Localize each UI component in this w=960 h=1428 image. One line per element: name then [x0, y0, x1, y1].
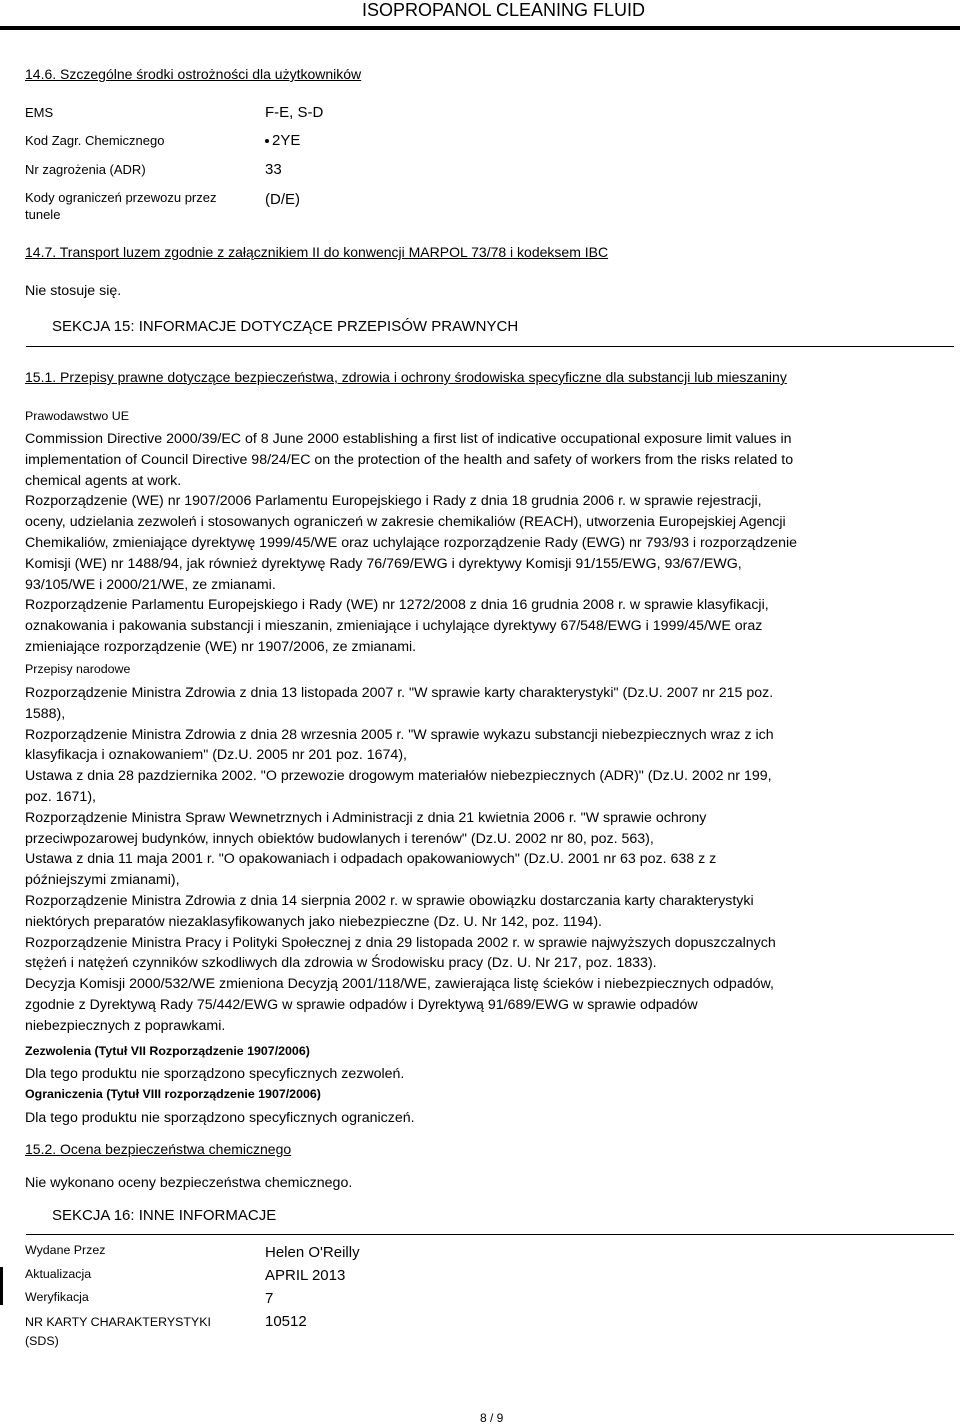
text-line: implementation of Council Directive 98/24/EC on the protection of the health and safety of workers from the risks related to — [25, 451, 794, 468]
authorisations-label: Zezwolenia (Tytuł VII Rozporządzenie 1907/2006) — [25, 1044, 310, 1058]
revision-value: 7 — [265, 1290, 274, 1307]
restrictions-text: Dla tego produktu nie sporządzono specyficznych ograniczeń. — [25, 1110, 415, 1126]
ems-value: F-E, S-D — [265, 104, 324, 121]
revision-date-value: APRIL 2013 — [265, 1267, 346, 1284]
text-line: oceny, udzielania zezwoleń i stosowanych ograniczeń w zakresie chemikaliów (REACH), utworzenia Europejskiej Agencji — [25, 514, 786, 531]
text-line: niebezpiecznych z poprawkami. — [25, 1017, 226, 1034]
bullet-icon — [265, 139, 269, 143]
subsection-heading-14-6: 14.6. Szczególne środki ostrożności dla użytkowników — [25, 66, 362, 82]
hazchem-value: 2YE — [272, 132, 301, 149]
tunnel-code-value: (D/E) — [265, 191, 300, 208]
text-line: Ustawa z dnia 28 pazdziernika 2002. "O przewozie drogowym materiałów niebezpiecznych (ADR)" (Dz.U. 2002 nr 199, — [25, 768, 772, 785]
sds-number-value: 10512 — [265, 1313, 307, 1330]
eu-legislation-label: Prawodawstwo UE — [25, 409, 129, 423]
header-rule — [0, 26, 960, 30]
text-line: późniejszymi zmianami), — [25, 872, 180, 889]
adr-hazard-value: 33 — [265, 161, 282, 178]
subsection-heading-15-2: 15.2. Ocena bezpieczeństwa chemicznego — [25, 1141, 292, 1157]
text-line: 1588), — [25, 705, 66, 722]
text-line: 93/105/WE i 2000/21/WE, ze zmianami. — [25, 576, 276, 593]
text-line: Rozporządzenie Ministra Zdrowia z dnia 13 listopada 2007 r. "W sprawie karty charakterystyki" (Dz.U. 2007 nr 215 poz. — [25, 685, 774, 701]
text-line: Commission Directive 2000/39/EC of 8 June 2000 establishing a first list of indicative occupational exposure limit values in — [25, 431, 792, 447]
revision-date-label: Aktualizacja — [25, 1267, 92, 1281]
section-15-title: SEKCJA 15: INFORMACJE DOTYCZĄCE PRZEPISÓW PRAWNYCH — [52, 318, 519, 335]
text-line: stężeń i natężeń czynników szkodliwych dla zdrowia w Środowisku pracy (Dz. U. Nr 217, poz. 1833). — [25, 955, 657, 972]
text-line: Rozporządzenie Ministra Zdrowia z dnia 28 wrzesnia 2005 r. "W sprawie wykazu substancji niebezpiecznych wraz z ich — [25, 726, 774, 743]
subsection-heading-14-7: 14.7. Transport luzem zgodnie z załącznikiem II do konwencji MARPOL 73/78 i kodeksem IBC — [25, 244, 609, 260]
issued-by-value: Helen O'Reilly — [265, 1244, 360, 1261]
adr-hazard-label: Nr zagrożenia (ADR) — [25, 162, 146, 177]
revision-label: Weryfikacja — [25, 1290, 89, 1304]
section-16-title: SEKCJA 16: INNE INFORMACJE — [52, 1207, 277, 1224]
text-line: chemical agents at work. — [25, 472, 182, 489]
revision-bar — [0, 1267, 3, 1305]
tunnel-code-label: Kody ograniczeń przewozu przez tunele — [25, 190, 217, 222]
text-line: niektórych preparatów niezaklasyfikowanych jako niebezpieczne (Dz. U. Nr 142, poz. 1194). — [25, 913, 602, 930]
text-line: Rozporządzenie Ministra Pracy i Polityki Społecznej z dnia 29 listopada 2002 r. w sprawie najwyższych dopuszczalnych — [25, 934, 776, 951]
text-line: Komisji (WE) nr 1488/94, jak również dyrektywę Rady 76/769/EWG i dyrektywy Komisji 91/155/EWG, 93/67/EWG, — [25, 555, 742, 572]
restrictions-label: Ograniczenia (Tytuł VIII rozporządzenie 1907/2006) — [25, 1087, 321, 1101]
eu-legislation-text — [25, 429, 935, 658]
text-line: oznakowania i pakowania substancji i mieszanin, zmieniające i uchylające dyrektywy 67/548/EWG i 1999/45/WE oraz — [25, 618, 763, 635]
text-line: Chemikaliów, zmieniające dyrektywę 1999/45/WE oraz uchylające rozporządzenie Rady (EWG) nr 793/93 i rozporządzenie — [25, 534, 798, 551]
text-line: zgodnie z Dyrektywą Rady 75/442/EWG w sprawie odpadów i Dyrektywą 91/689/EWG w sprawie odpadów — [25, 996, 698, 1013]
text-line: klasyfikacja i oznakowaniem" (Dz.U. 2005 nr 201 poz. 1674), — [25, 747, 407, 764]
text-line: Decyzja Komisji 2000/532/WE zmieniona Decyzją 2001/118/WE, zawierająca listę ścieków i niebezpiecznych odpadów, — [25, 976, 774, 993]
page-number: 8 / 9 — [480, 1411, 504, 1425]
text-line: Rozporządzenie (WE) nr 1907/2006 Parlamentu Europejskiego i Rady z dnia 18 grudnia 2006 r. w sprawie rejestracji, — [25, 493, 762, 510]
ems-label: EMS — [25, 105, 54, 120]
national-legislation-text — [25, 683, 935, 1037]
sds-number-label: NR KARTY CHARAKTERYSTYKI (SDS) — [25, 1315, 211, 1348]
national-legislation-label: Przepisy narodowe — [25, 662, 131, 676]
text-line: Rozporządzenie Parlamentu Europejskiego i Rady (WE) nr 1272/2008 z dnia 16 grudnia 2008 r. w sprawie klasyfikacji, — [25, 597, 769, 614]
text-line: Rozporządzenie Ministra Spraw Wewnetrznych i Administracji z dnia 21 kwietnia 2006 r. "W sprawie ochrony — [25, 809, 707, 826]
chemical-safety-text: Nie wykonano oceny bezpieczeństwa chemicznego. — [25, 1175, 353, 1191]
authorisations-text: Dla tego produktu nie sporządzono specyficznych zezwoleń. — [25, 1066, 405, 1082]
text-line: zmieniające rozporządzenie (WE) nr 1907/2006, ze zmianami. — [25, 638, 417, 655]
text-line: poz. 1671), — [25, 788, 96, 805]
hazchem-label: Kod Zagr. Chemicznego — [25, 133, 165, 148]
issued-by-label: Wydane Przez — [25, 1243, 106, 1257]
marpol-text: Nie stosuje się. — [25, 283, 122, 299]
text-line: Rozporządzenie Ministra Zdrowia z dnia 14 sierpnia 2002 r. w sprawie obowiązku dostarczania karty charakterystyki — [25, 892, 754, 909]
hazchem-value-wrap — [265, 132, 300, 149]
subsection-heading-15-1: 15.1. Przepisy prawne dotyczące bezpieczeństwa, zdrowia i ochrony środowiska specyficzne dla substancji lub mieszaniny — [25, 369, 787, 385]
text-line: przeciwpozarowej budynków, innych obiektów budowlanych i terenów" (Dz.U. 2002 nr 80, poz. 563), — [25, 830, 654, 847]
text-line: Ustawa z dnia 11 maja 2001 r. "O opakowaniach i odpadach opakowaniowych" (Dz.U. 2001 nr 63 poz. 638 z z — [25, 851, 717, 868]
document-title: ISOPROPANOL CLEANING FLUID — [361, 0, 645, 20]
